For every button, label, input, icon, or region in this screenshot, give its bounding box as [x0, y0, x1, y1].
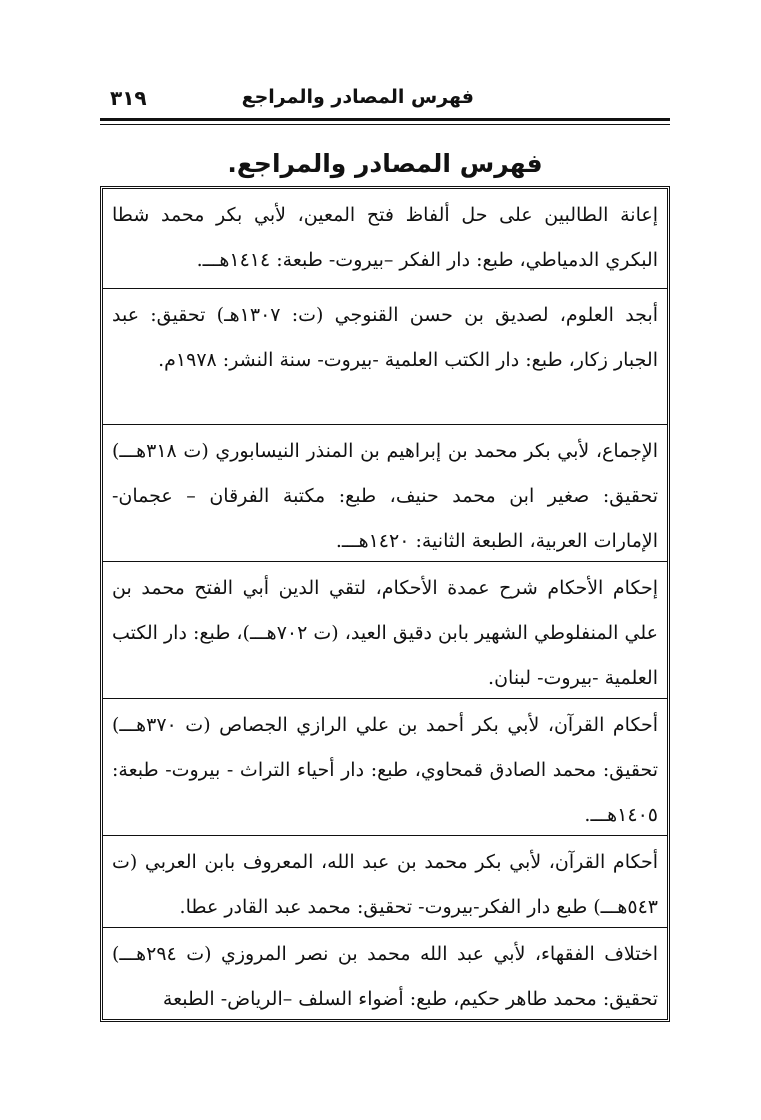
header-rule-thick — [100, 118, 670, 121]
running-title: فهرس المصادر والمراجع — [241, 86, 474, 108]
section-title: فهرس المصادر والمراجع. — [227, 149, 543, 178]
reference-entry-1: إعانة الطالبين على حل ألفاظ فتح المعين، لأبي بكر محمد شطا البكري الدمياطي، طبع: دار الفكر –بيروت- طبعة: ١٤١٤هـــ. — [103, 189, 667, 289]
reference-entry-3: الإجماع، لأبي بكر محمد بن إبراهيم بن المنذر النيسابوري (ت ٣١٨هـــ) تحقيق: صغير ابن محمد حنيف، طبع: مكتبة الفرقان – عجمان- الإمارات العربية، الطبعة الثانية: ١٤٢٠هـــ. — [103, 425, 667, 562]
running-header — [100, 82, 670, 116]
reference-entry-7: اختلاف الفقهاء، لأبي عبد الله محمد بن نصر المروزي (ت ٢٩٤هـــ) تحقيق: محمد طاهر حكيم، طبع: أضواء السلف –الرياض- الطبعة — [112, 943, 658, 1010]
reference-entry-2: أبجد العلوم، لصديق بن حسن القنوجي (ت: ١٣٠٧هـ) تحقيق: عبد الجبار زكار، طبع: دار الكتب العلمية -بيروت- سنة النشر: ١٩٧٨م. — [103, 289, 667, 425]
header-rule-thin — [100, 124, 670, 125]
references-table — [100, 186, 670, 1022]
reference-entry-6: أحكام القرآن، لأبي بكر محمد بن عبد الله، المعروف بابن العربي (ت ٥٤٣هـــ) طبع دار الفكر-بيروت- تحقيق: محمد عبد القادر عطا. — [103, 836, 667, 928]
reference-entry-5: أحكام القرآن، لأبي بكر أحمد بن علي الرازي الجصاص (ت ٣٧٠هـــ) تحقيق: محمد الصادق قمحاوي، طبع: دار أحياء التراث - بيروت- طبعة: ١٤٠٥هـــ. — [103, 699, 667, 836]
reference-entry-4: إحكام الأحكام شرح عمدة الأحكام، لتقي الدين أبي الفتح محمد بن علي المنفلوطي الشهير بابن دقيق العيد، (ت ٧٠٢هـــ)، طبع: دار الكتب العلمية -بيروت- لبنان. — [103, 562, 667, 699]
page-number: ٣١٩ — [110, 86, 147, 110]
